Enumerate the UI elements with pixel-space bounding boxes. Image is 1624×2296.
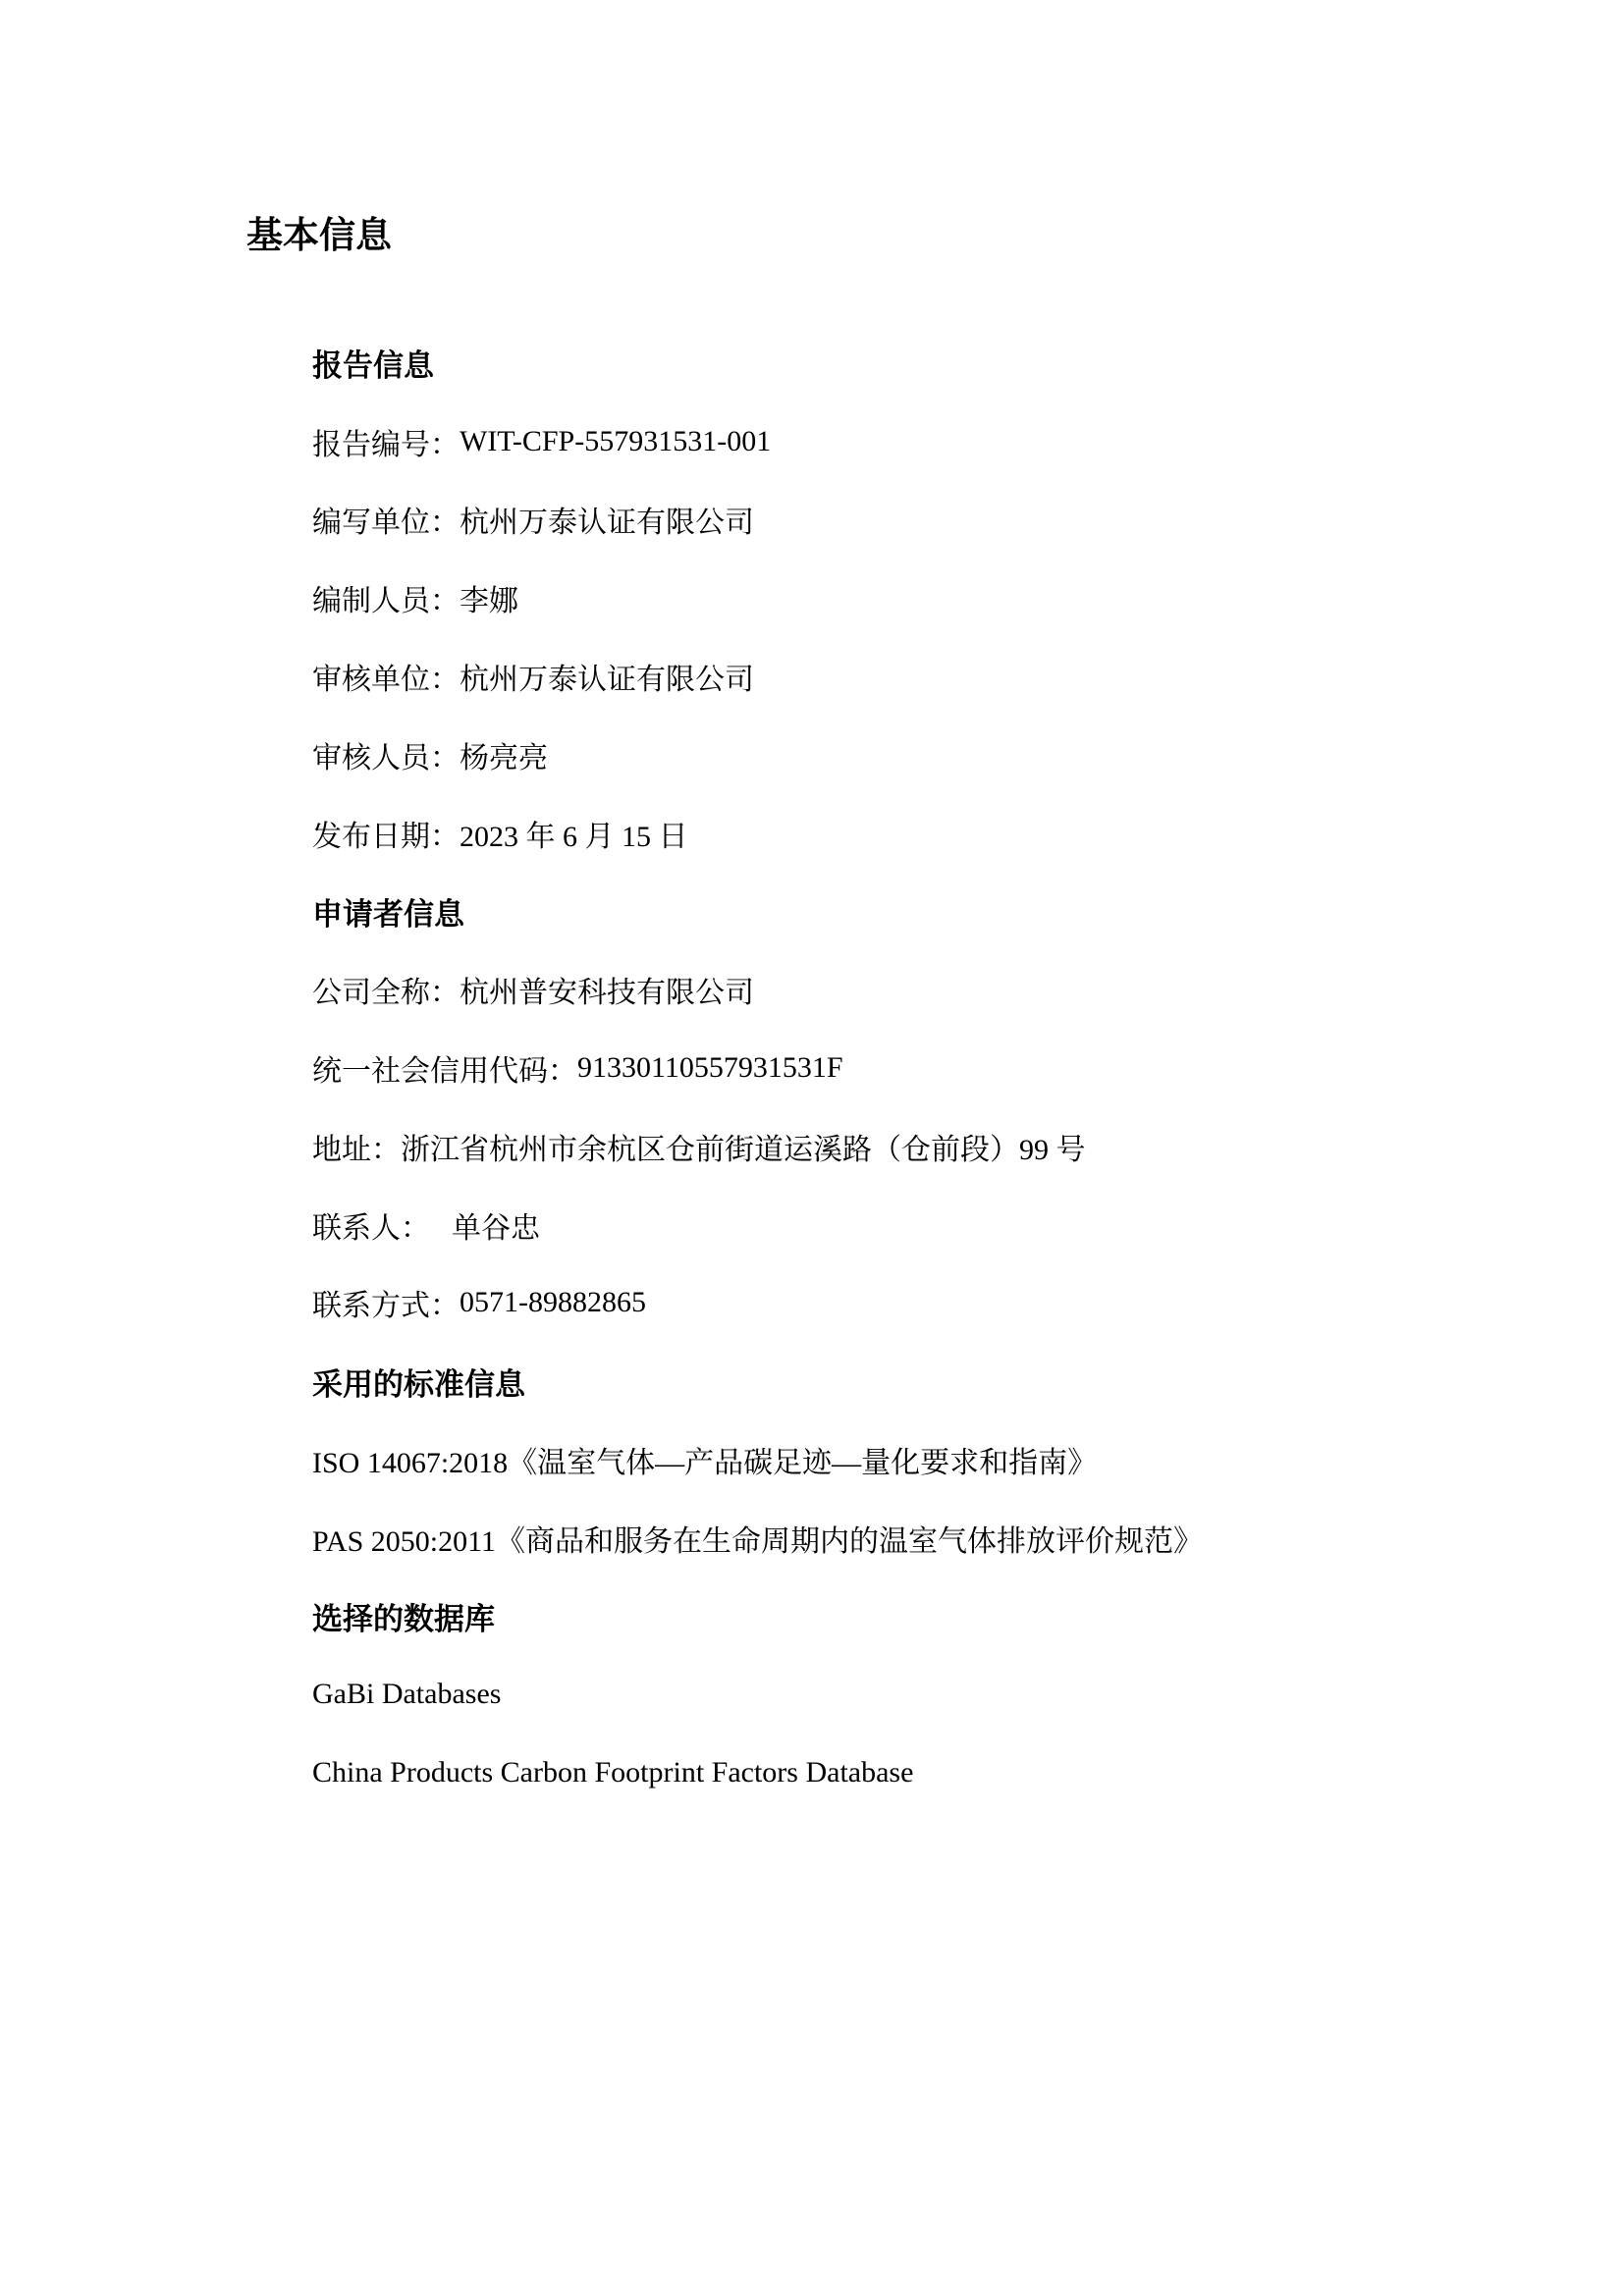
section-heading-standards: 采用的标准信息 (312, 1366, 525, 1403)
field-label: 联系方式： (312, 1289, 460, 1324)
section-heading-databases: 选择的数据库 (312, 1602, 495, 1638)
standard-item: ISO 14067:2018《温室气体—产品碳足迹—量化要求和指南》 (312, 1447, 1098, 1480)
field-value: 单谷忠 (452, 1211, 540, 1245)
standard-item: PAS 2050:2011《商品和服务在生命周期内的温室气体排放评价规范》 (312, 1524, 1204, 1558)
field-value: 杭州普安科技有限公司 (460, 977, 754, 1010)
field-value: 李娜 (460, 585, 518, 618)
field-label: 审核人员： (312, 740, 460, 775)
field-label: 地址： (312, 1132, 401, 1167)
section-heading-applicant-info: 申请者信息 (312, 896, 464, 933)
field-value: 0571-89882865 (460, 1286, 646, 1319)
field-contact-person (312, 1186, 1490, 1264)
field-company-name (312, 950, 1490, 1029)
field-report-number (312, 402, 1490, 481)
field-credit-code (312, 1029, 1490, 1107)
field-label: 编写单位： (312, 506, 460, 541)
database-item: GaBi Databases (312, 1678, 502, 1711)
content-body (312, 324, 1490, 1812)
field-label: 统一社会信用代码： (312, 1054, 577, 1090)
database-item: China Products Carbon Footprint Factors Database (312, 1756, 914, 1789)
field-value: 浙江省杭州市余杭区仓前街道运溪路（仓前段）99 号 (401, 1133, 1086, 1166)
field-address (312, 1107, 1490, 1186)
field-label: 报告编号： (312, 427, 460, 462)
field-release-date (312, 794, 1490, 873)
field-compiling-unit (312, 481, 1490, 560)
field-label: 审核单位： (312, 663, 460, 698)
field-label: 发布日期： (312, 819, 460, 854)
field-value: 杨亮亮 (460, 741, 548, 774)
field-reviewer (312, 716, 1490, 794)
field-value: 91330110557931531F (577, 1051, 843, 1085)
field-value: WIT-CFP-557931531-001 (460, 424, 772, 457)
field-compiler (312, 559, 1490, 637)
field-value: 杭州万泰认证有限公司 (460, 507, 754, 540)
field-label: 联系人： (312, 1210, 430, 1246)
field-value: 2023 年 6 月 15 日 (460, 820, 688, 853)
field-contact-method (312, 1264, 1490, 1343)
field-review-unit (312, 637, 1490, 716)
section-heading-report-info: 报告信息 (312, 348, 434, 385)
page-title: 基本信息 (246, 214, 392, 256)
field-label: 编制人员： (312, 584, 460, 619)
field-label: 公司全称： (312, 976, 460, 1011)
field-value: 杭州万泰认证有限公司 (460, 664, 754, 697)
